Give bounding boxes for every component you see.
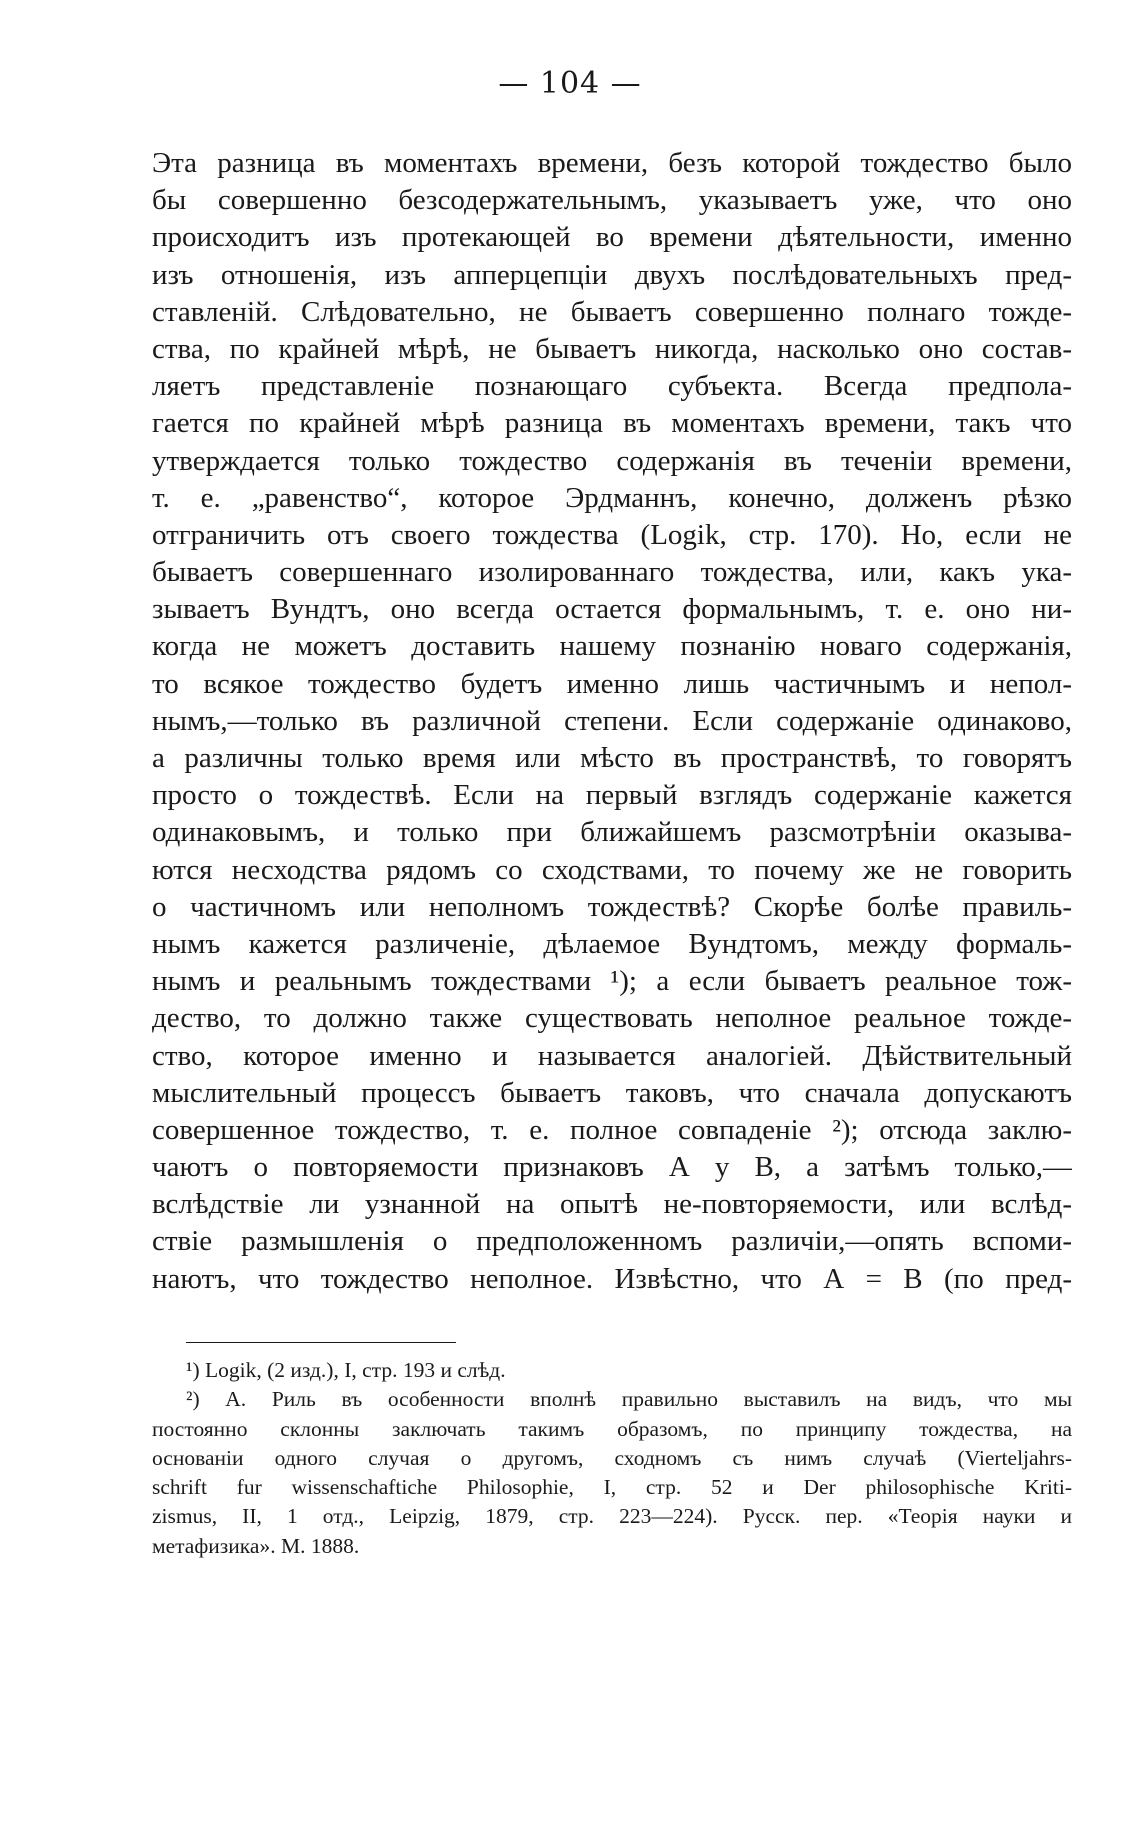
footnote-text: Logik, (2 изд.), I, стр. 193 и слѣд. bbox=[204, 1358, 506, 1382]
text-line: вслѣдствіе ли узнанной на опытѣ не-повторяемости, или вслѣд- bbox=[152, 1188, 1072, 1221]
footnote-text: А. Риль въ особенности вполнѣ правильно выставилъ на видъ, что мы bbox=[225, 1387, 1072, 1412]
text-line: гается по крайней мѣрѣ разница въ моментахъ времени, такъ что bbox=[152, 407, 1072, 440]
text-line: когда не можетъ доставить нашему познанію новаго содержанія, bbox=[152, 630, 1072, 663]
page-number: — 104 — bbox=[498, 66, 642, 101]
text-line: бы совершенно безсодержательнымъ, указываетъ уже, что оно bbox=[152, 184, 1072, 217]
text-line: о частичномъ или неполномъ тождествѣ? Скорѣе болѣе правиль- bbox=[152, 890, 1072, 923]
text-line: изъ отношенія, изъ апперцепціи двухъ послѣдовательныхъ пред- bbox=[152, 258, 1072, 291]
text-line: ство, которое именно и называется аналогіей. Дѣйствительный bbox=[152, 1039, 1072, 1072]
text-line: мыслительный процессъ бываетъ таковъ, что сначала допускаютъ bbox=[152, 1076, 1072, 1109]
text-line: то всякое тождество будетъ именно лишь частичнымъ и непол- bbox=[152, 667, 1072, 700]
text-line: а различны только время или мѣсто въ пространствѣ, то говорятъ bbox=[152, 742, 1072, 774]
text-line: просто о тождествѣ. Если на первый взглядъ содержаніе кажется bbox=[152, 779, 1072, 812]
footnote-text-line: schrift fur wissenschaftiche Philosophie, I, стр. 52 и Der philosophische Kriti- bbox=[152, 1475, 1072, 1500]
text-line: дество, то должно также существовать неполное реальное тожде- bbox=[152, 1002, 1072, 1035]
text-line: ствіе размышленія о предположенномъ различіи,—опять вспоми- bbox=[152, 1225, 1072, 1258]
footnote-text-line: основаніи одного случая о другомъ, сходномъ съ нимъ случаѣ (Vierteljahrs- bbox=[152, 1445, 1072, 1470]
text-line: одинаковымъ, и только при ближайшемъ разсмотрѣніи оказыва- bbox=[152, 816, 1072, 849]
footnote-2 bbox=[152, 1385, 1072, 1414]
footnote-marker: ¹) bbox=[186, 1358, 200, 1382]
text-line: зываетъ Вундтъ, оно всегда остается формальнымъ, т. е. оно ни- bbox=[152, 593, 1072, 626]
text-line: отграничить отъ своего тождества (Logik, стр. 170). Но, если не bbox=[152, 518, 1072, 551]
text-line: т. е. „равенство“, которое Эрдманнъ, конечно, долженъ рѣзко bbox=[152, 481, 1072, 514]
text-line: бываетъ совершеннаго изолированнаго тождества, или, какъ ука- bbox=[152, 556, 1072, 589]
text-line: чаютъ о повторяемости признаковъ А у В, а затѣмъ только,— bbox=[152, 1151, 1072, 1184]
footnote-text-line: zismus, II, 1 отд., Leipzig, 1879, стр. 223—224). Русск. пер. «Теорія науки и bbox=[152, 1504, 1072, 1529]
text-line: совершенное тождество, т. е. полное совпаденіе ²); отсюда заклю- bbox=[152, 1113, 1072, 1146]
text-line: наютъ, что тождество неполное. Извѣстно, что А = В (по пред- bbox=[152, 1262, 1072, 1295]
footnote-divider bbox=[186, 1342, 456, 1343]
text-line: нымъ кажется различеніе, дѣлаемое Вундтомъ, между формаль- bbox=[152, 927, 1072, 960]
text-line: ставленій. Слѣдовательно, не бываетъ совершенно полнаго тожде- bbox=[152, 295, 1072, 328]
text-line: происходитъ изъ протекающей во времени дѣятельности, именно bbox=[152, 221, 1072, 254]
main-text bbox=[152, 145, 1072, 1298]
text-line: Эта разница въ моментахъ времени, безъ которой тождество было bbox=[152, 147, 1072, 179]
text-line: нымъ,—только въ различной степени. Если содержаніе одинаково, bbox=[152, 704, 1072, 737]
footnote-marker: ²) bbox=[186, 1387, 200, 1412]
text-line: ства, по крайней мѣрѣ, не бываетъ никогда, насколько оно состав- bbox=[152, 332, 1072, 365]
footnote-1 bbox=[152, 1356, 1072, 1385]
text-line: нымъ и реальнымъ тождествами ¹); а если бываетъ реальное тож- bbox=[152, 965, 1072, 998]
text-line: утверждается только тождество содержанія въ теченіи времени, bbox=[152, 444, 1072, 477]
footnotes bbox=[152, 1356, 1072, 1561]
text-line: ляетъ представленіе познающаго субъекта. Всегда предпола- bbox=[152, 370, 1072, 403]
footnote-text-line: постоянно склонны заключать такимъ образомъ, по принципу тождества, на bbox=[152, 1416, 1072, 1441]
text-line: ются несходства рядомъ со сходствами, то почему же не говорить bbox=[152, 853, 1072, 886]
footnote-text-line: метафизика». М. 1888. bbox=[152, 1533, 360, 1558]
